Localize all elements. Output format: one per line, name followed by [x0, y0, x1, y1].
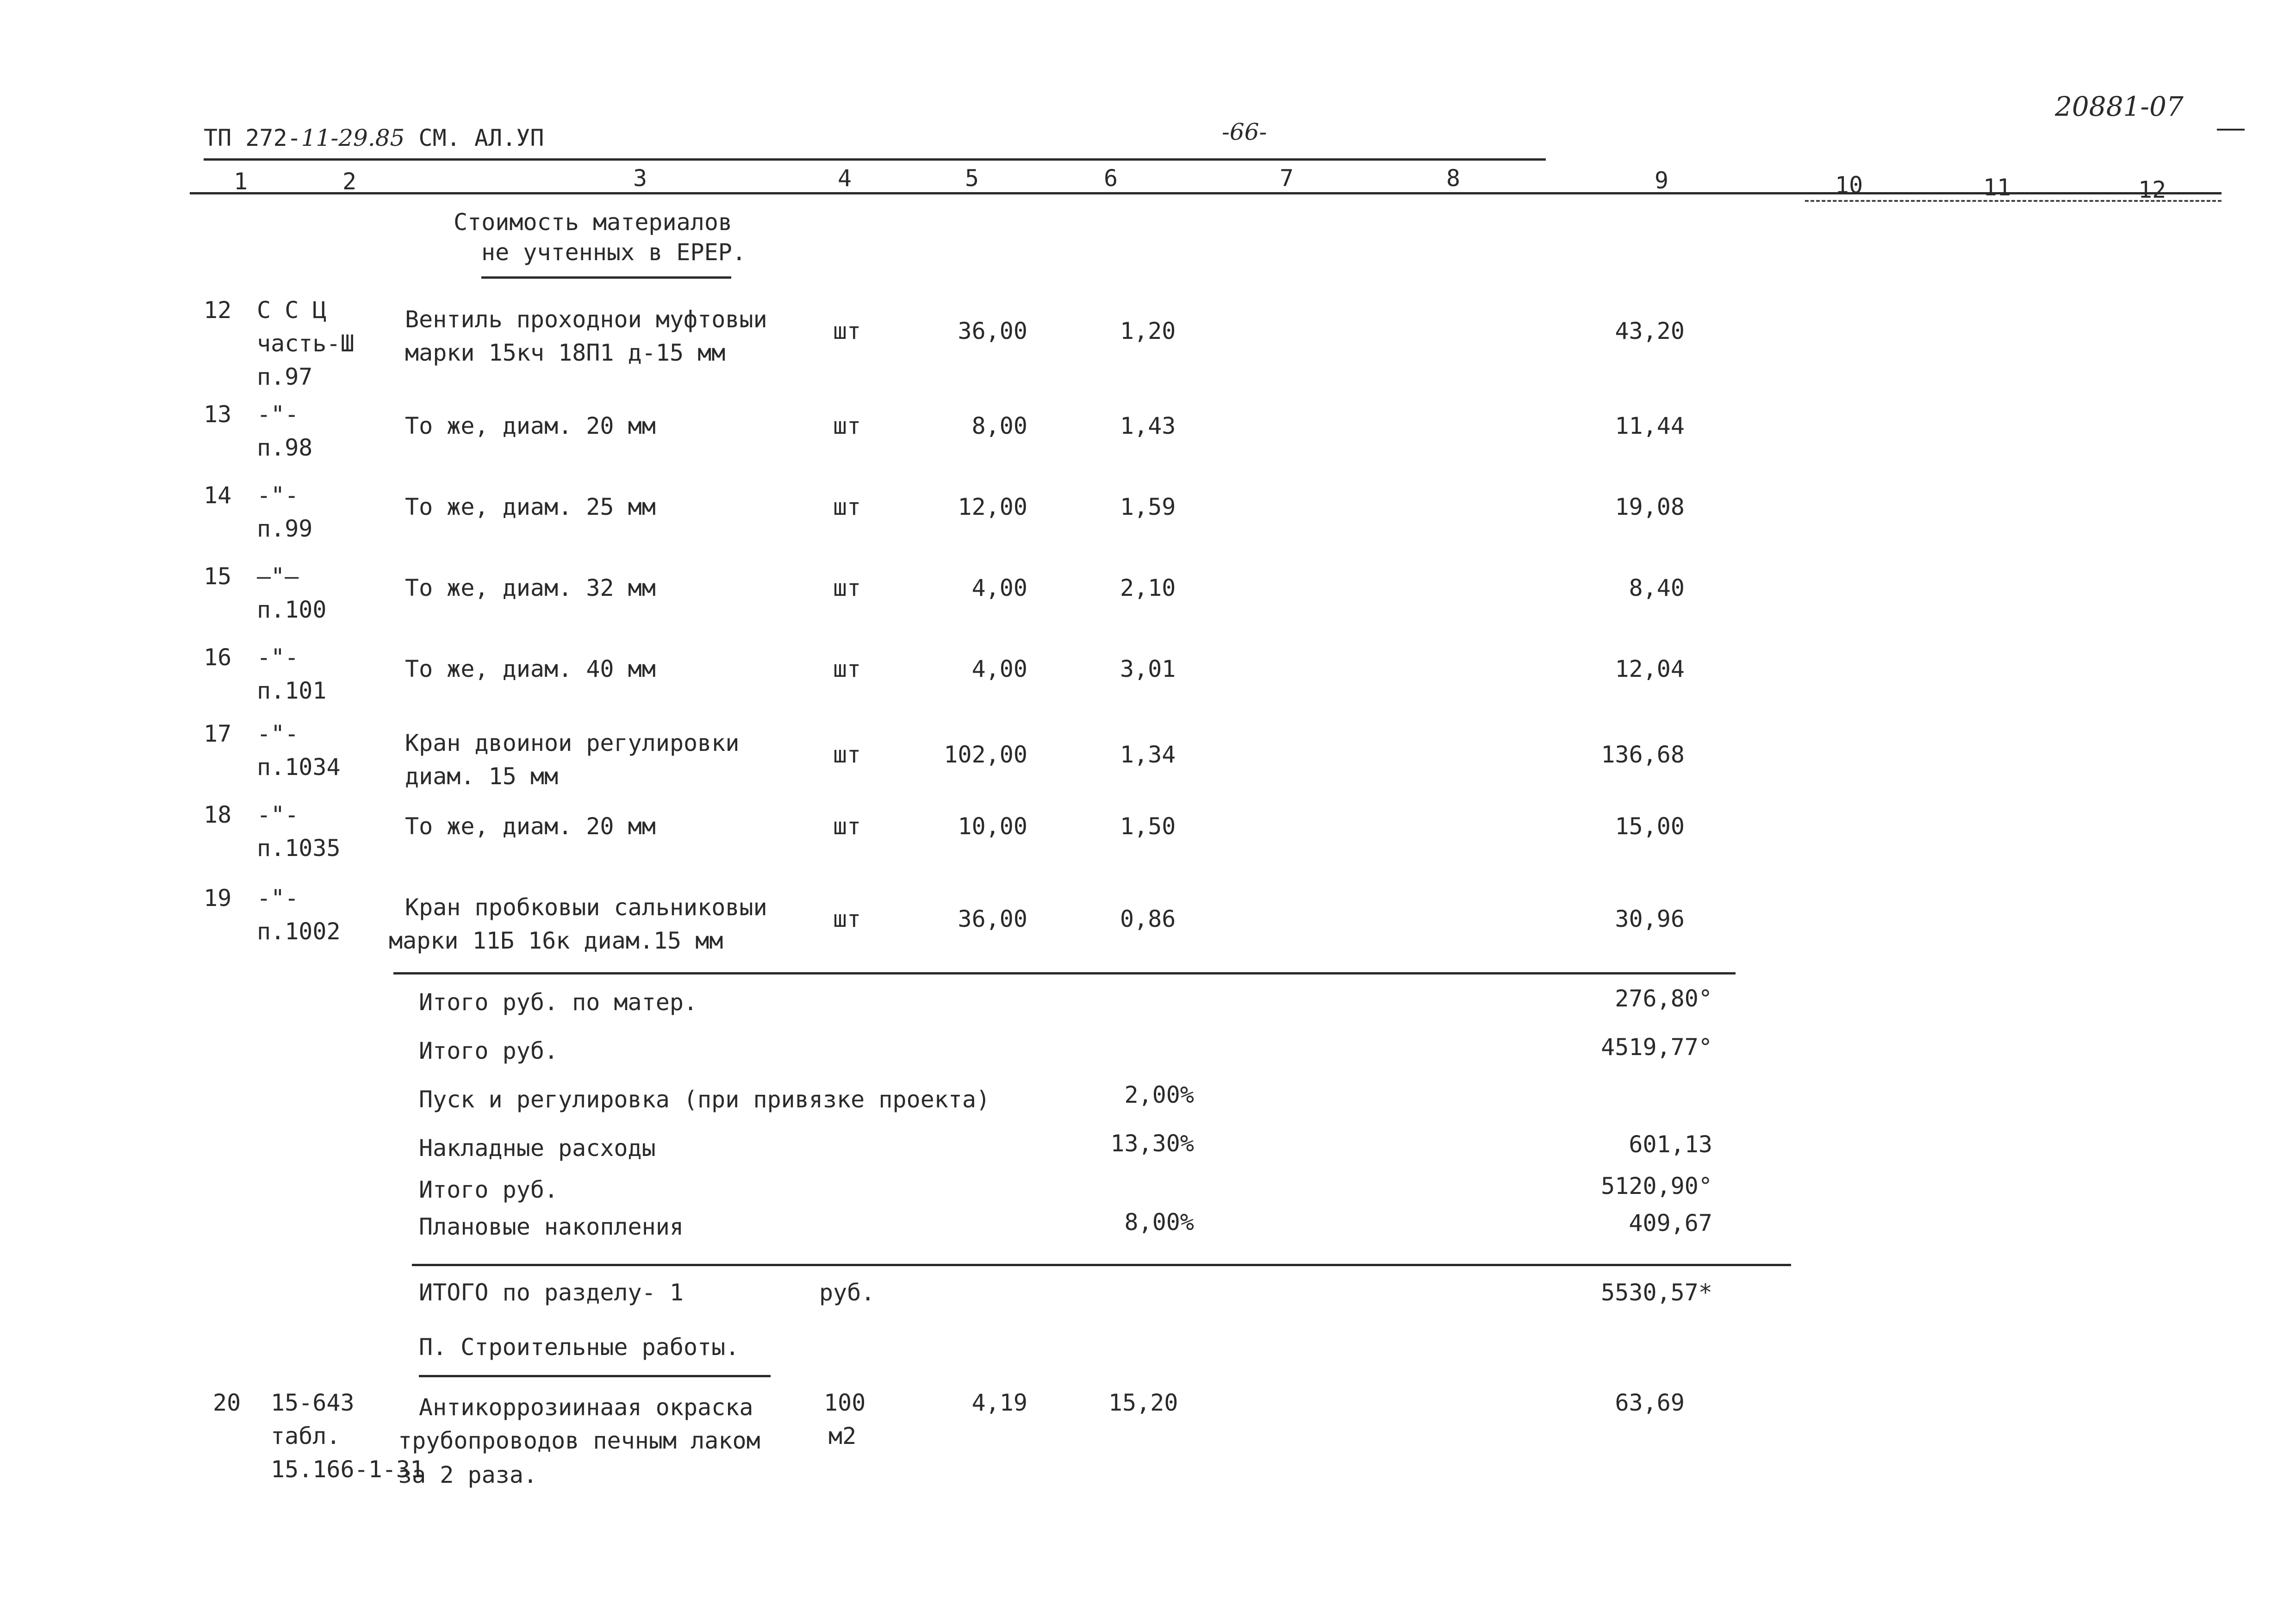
- row-quantity: 36,00: [958, 906, 1027, 932]
- col-header-3: 3: [633, 165, 647, 192]
- row-total: 30,96: [1615, 906, 1685, 932]
- row-reference: п.98: [257, 434, 313, 461]
- row-description: марки 15кч 18П1 д-15 мм: [405, 339, 726, 366]
- row-unit: шт: [833, 575, 861, 601]
- row-unit-price: 1,50: [1120, 813, 1176, 840]
- row20-unit-1: 100: [824, 1389, 866, 1416]
- col-header-7: 7: [1280, 165, 1294, 192]
- document-code-prefix: ТП 272-: [204, 125, 301, 151]
- row-unit: шт: [833, 412, 861, 439]
- row-quantity: 36,00: [958, 318, 1027, 344]
- row-reference: часть-Ш: [257, 330, 355, 357]
- row-reference: -"-: [257, 644, 299, 671]
- row-reference: —"—: [257, 563, 299, 590]
- row20-total: 63,69: [1615, 1389, 1685, 1416]
- summary-label: Накладные расходы: [419, 1135, 656, 1162]
- row-reference: п.101: [257, 677, 327, 704]
- row-description: Кран пробковыи сальниковыи: [405, 894, 767, 921]
- section-total-label: ИТОГО по разделу- 1: [419, 1279, 684, 1306]
- row20-ref-2: табл.: [271, 1423, 341, 1449]
- summary-total: 409,67: [1629, 1210, 1712, 1237]
- row-number: 14: [204, 482, 232, 509]
- row-reference: п.100: [257, 596, 327, 623]
- summary-total: 4519,77°: [1601, 1034, 1712, 1061]
- row-total: 43,20: [1615, 318, 1685, 344]
- row-description: То же, диам. 32 мм: [405, 575, 656, 601]
- section-note-line2: не учтенных в ЕРЕР.: [481, 239, 746, 266]
- row-description: То же, диам. 25 мм: [405, 493, 656, 520]
- row-description: Вентиль проходнои муфтовыи: [405, 306, 767, 333]
- summary-label: Плановые накопления: [419, 1213, 684, 1240]
- section-total-value: 5530,57*: [1601, 1279, 1712, 1306]
- row20-ref-1: 15-643: [271, 1389, 355, 1416]
- header-rule: [204, 158, 1546, 161]
- col-header-5: 5: [965, 165, 979, 192]
- row-reference: С С Ц: [257, 297, 327, 324]
- row20-desc-2: трубопроводов печным лаком: [398, 1427, 760, 1454]
- summary-label: Итого руб. по матер.: [419, 989, 698, 1016]
- row-number: 19: [204, 885, 232, 912]
- summary-total: 601,13: [1629, 1131, 1712, 1158]
- row20-qty: 4,19: [971, 1389, 1027, 1416]
- row-unit-price: 3,01: [1120, 656, 1176, 682]
- row-quantity: 10,00: [958, 813, 1027, 840]
- row-unit: шт: [833, 813, 861, 840]
- row-total: 15,00: [1615, 813, 1685, 840]
- row-unit-price: 1,59: [1120, 493, 1176, 520]
- row-number: 13: [204, 401, 232, 428]
- row-quantity: 4,00: [971, 656, 1027, 682]
- row-number: 16: [204, 644, 232, 671]
- summary-total: 276,80°: [1615, 985, 1712, 1012]
- row20-desc-1: Антикоррозиинаая окраска: [419, 1394, 753, 1421]
- row-unit: шт: [833, 906, 861, 932]
- row-unit: шт: [833, 656, 861, 682]
- summary-label: Итого руб.: [419, 1037, 559, 1064]
- section2-underline: [419, 1375, 771, 1377]
- row-number: 17: [204, 720, 232, 747]
- row-description: То же, диам. 20 мм: [405, 813, 656, 840]
- row-description: марки 11Б 16к диам.15 мм: [389, 927, 723, 954]
- archive-number: 20881-07: [2055, 91, 2184, 122]
- row-total: 8,40: [1629, 575, 1685, 601]
- row20-ref-3: 15.166-1-31: [271, 1456, 424, 1483]
- row-total: 19,08: [1615, 493, 1685, 520]
- section-total-rule: [412, 1264, 1791, 1266]
- summary-percent: 8,00%: [1124, 1209, 1194, 1236]
- row-quantity: 8,00: [971, 412, 1027, 439]
- items-bottom-rule: [393, 972, 1736, 974]
- column-header-rule: [190, 192, 2221, 194]
- document-code: [204, 124, 544, 152]
- row-reference: п.1035: [257, 835, 341, 862]
- row-reference: -"-: [257, 720, 299, 747]
- row-description: То же, диам. 40 мм: [405, 656, 656, 682]
- row-unit-price: 0,86: [1120, 906, 1176, 932]
- col-header-12: 12: [2138, 176, 2166, 203]
- row-unit-price: 1,34: [1120, 741, 1176, 768]
- summary-percent: 13,30%: [1110, 1130, 1194, 1157]
- col-header-4: 4: [838, 165, 852, 192]
- row-unit: шт: [833, 493, 861, 520]
- row-description: диам. 15 мм: [405, 763, 559, 790]
- row-unit: шт: [833, 741, 861, 768]
- section-total-unit: руб.: [819, 1279, 875, 1306]
- summary-total: 5120,90°: [1601, 1173, 1712, 1199]
- row-unit-price: 1,43: [1120, 412, 1176, 439]
- row-unit-price: 2,10: [1120, 575, 1176, 601]
- row-reference: -"-: [257, 801, 299, 828]
- col-header-2: 2: [342, 168, 357, 195]
- row-number: 12: [204, 297, 232, 324]
- col-header-8: 8: [1446, 165, 1461, 192]
- row-unit: шт: [833, 318, 861, 344]
- row-quantity: 102,00: [944, 741, 1027, 768]
- col-header-9: 9: [1655, 167, 1669, 194]
- section2-title: П. Строительные работы.: [419, 1334, 740, 1361]
- col-header-1: 1: [234, 168, 248, 195]
- row-quantity: 4,00: [971, 575, 1027, 601]
- row-total: 136,68: [1601, 741, 1685, 768]
- row-total: 12,04: [1615, 656, 1685, 682]
- row-reference: -"-: [257, 885, 299, 912]
- row-description: То же, диам. 20 мм: [405, 412, 656, 439]
- row-description: Кран двоинои регулировки: [405, 730, 740, 756]
- summary-label: Пуск и регулировка (при привязке проекта): [419, 1086, 990, 1113]
- col-header-11: 11: [1983, 174, 2011, 201]
- row-reference: п.99: [257, 515, 313, 542]
- section-note-underline: [481, 276, 731, 279]
- row-unit-price: 1,20: [1120, 318, 1176, 344]
- row-number: 18: [204, 801, 232, 828]
- row-total: 11,44: [1615, 412, 1685, 439]
- page-number: -66-: [1222, 119, 1267, 145]
- row-reference: -"-: [257, 401, 299, 428]
- document-code-handwritten: 11-29.85: [301, 125, 405, 151]
- row20-unit-2: м2: [828, 1423, 857, 1449]
- col-header-10: 10: [1835, 172, 1863, 199]
- row-reference: -"-: [257, 482, 299, 509]
- row20-desc-3: за 2 раза.: [398, 1462, 538, 1488]
- section-note-line1: Стоимость материалов: [454, 209, 733, 236]
- row-reference: п.1002: [257, 918, 341, 945]
- summary-percent: 2,00%: [1124, 1081, 1194, 1108]
- row-number: 15: [204, 563, 232, 590]
- document-code-suffix: СМ. АЛ.УП: [418, 125, 544, 151]
- row20-price: 15,20: [1108, 1389, 1178, 1416]
- row20-number: 20: [213, 1389, 241, 1416]
- row-reference: п.1034: [257, 754, 341, 781]
- col-header-6: 6: [1104, 165, 1118, 192]
- row-reference: п.97: [257, 363, 313, 390]
- archive-dash: [2217, 129, 2245, 131]
- summary-label: Итого руб.: [419, 1176, 559, 1203]
- row-quantity: 12,00: [958, 493, 1027, 520]
